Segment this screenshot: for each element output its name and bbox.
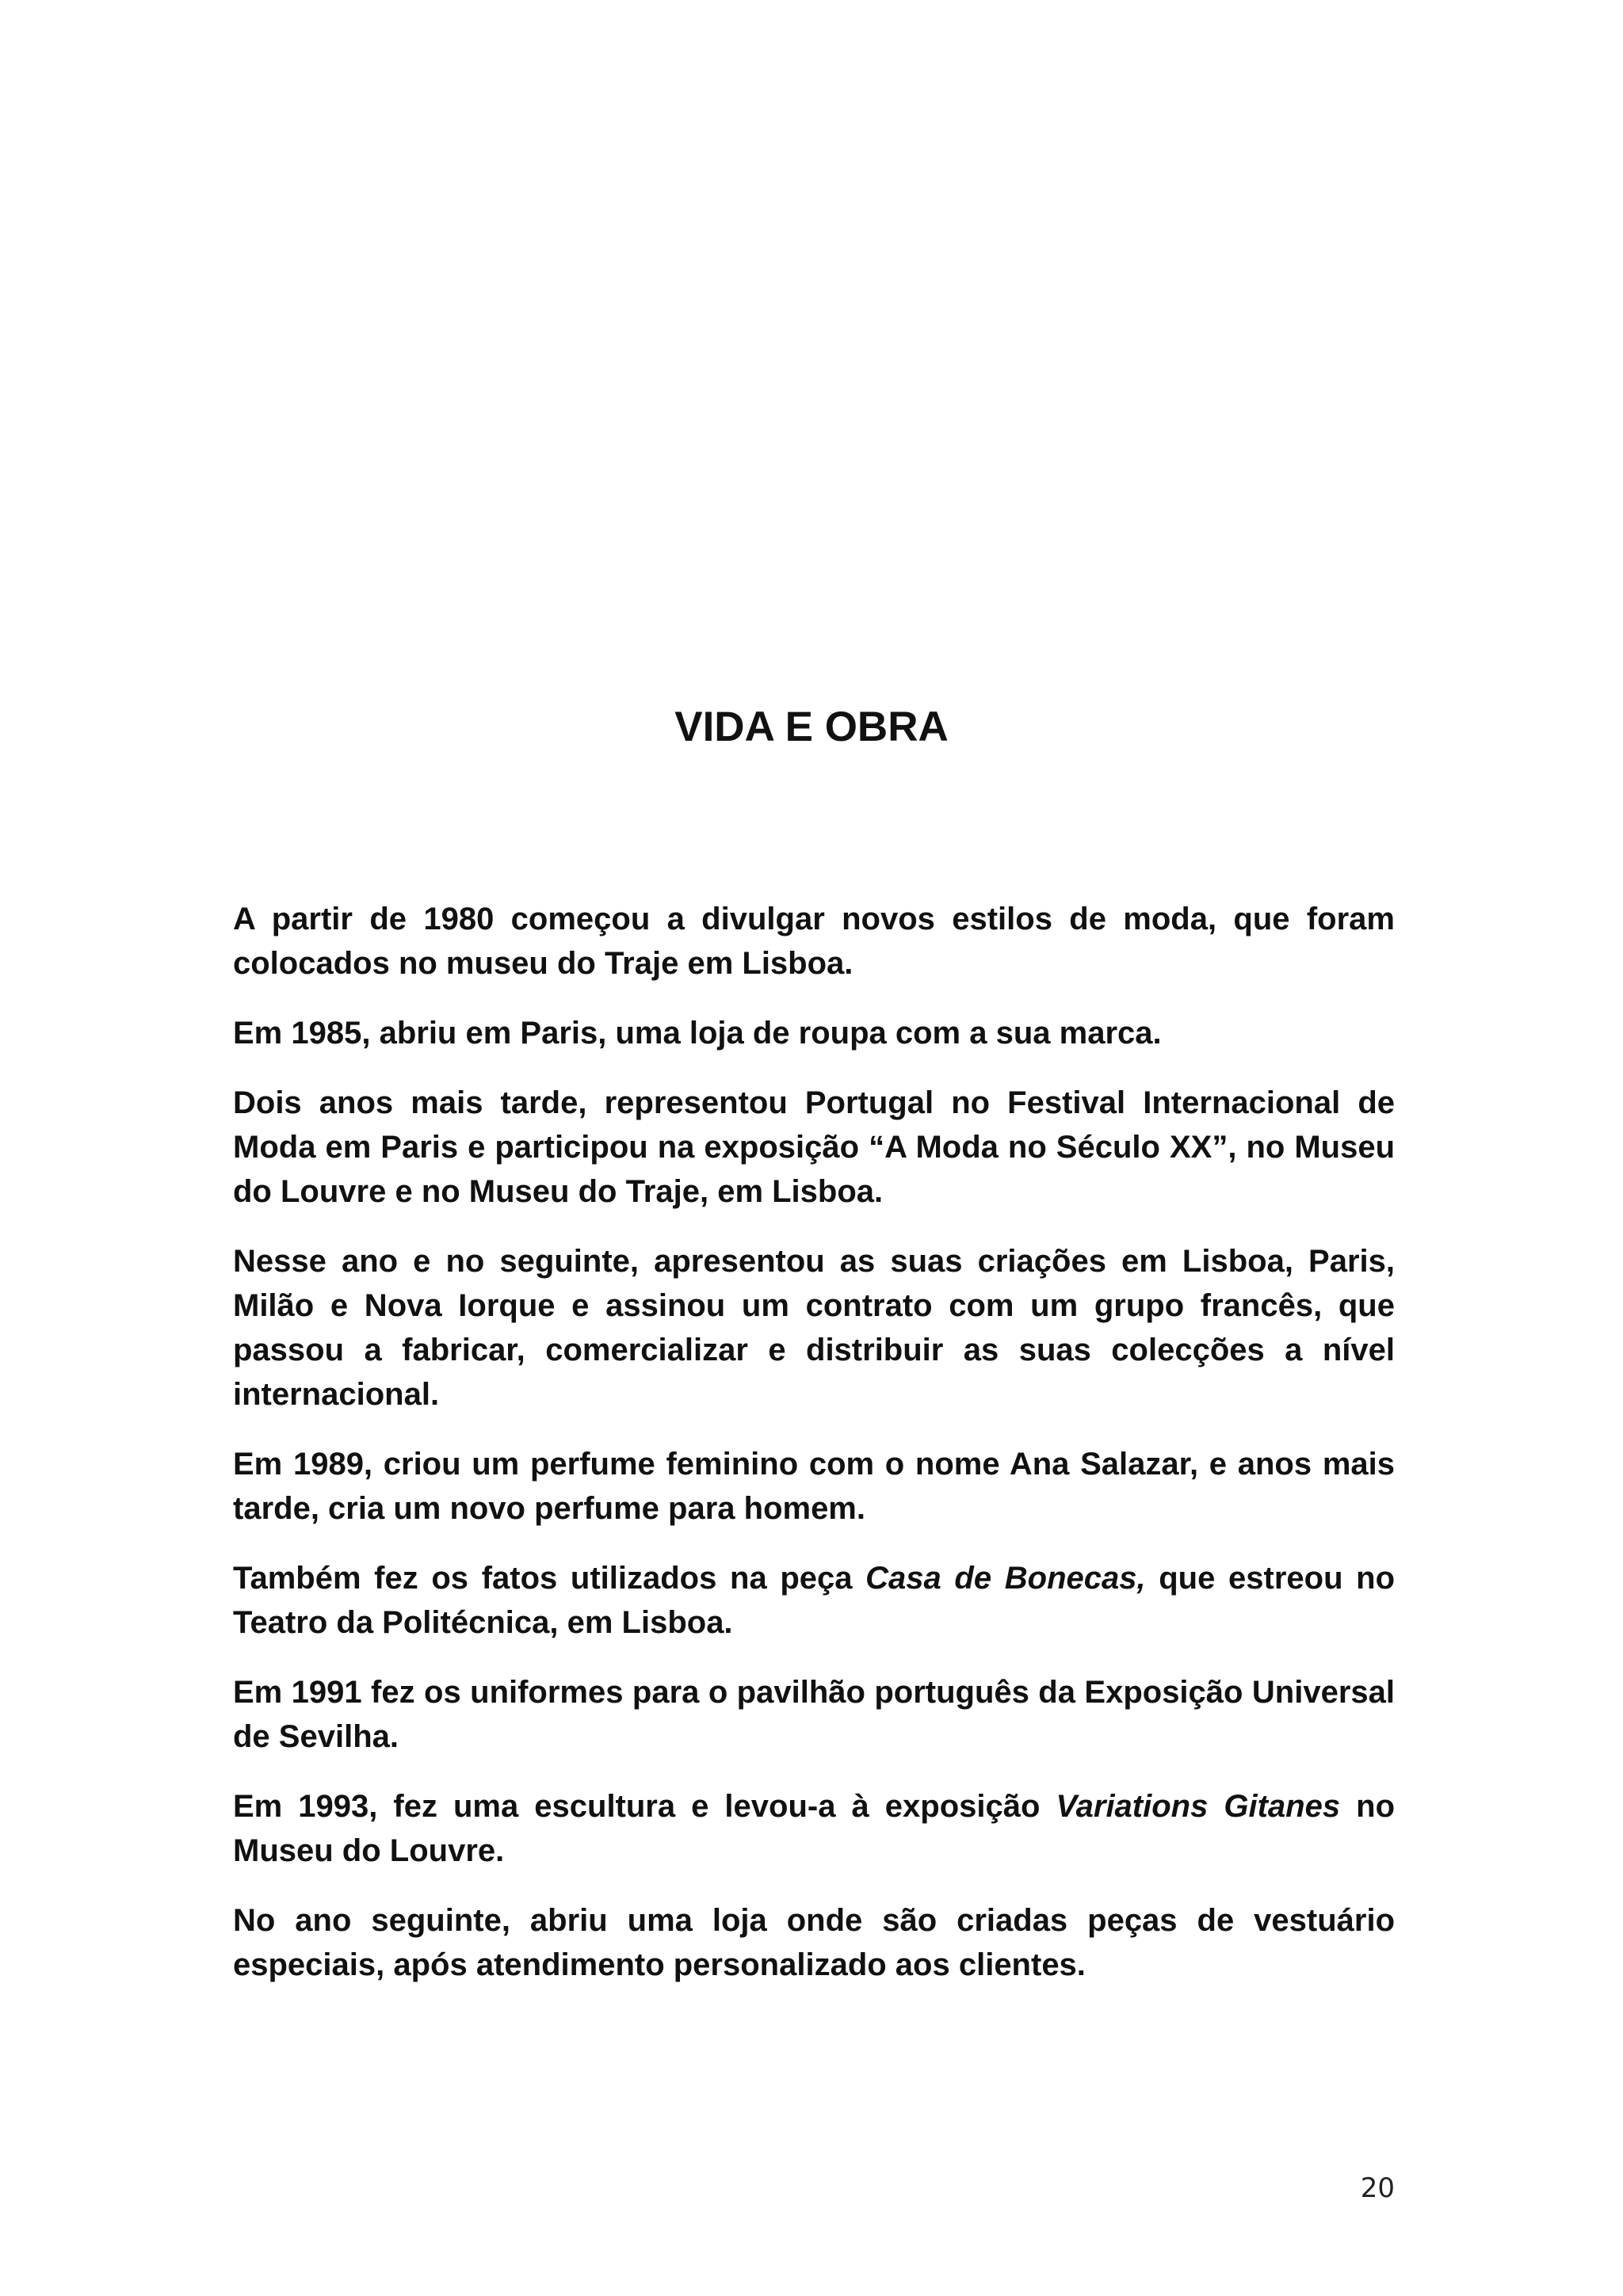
page-number: 20 [1360,2172,1395,2204]
paragraph-text: Em 1993, fez uma escultura e levou-a à exposição [233,1789,1056,1824]
paragraph [233,1442,1395,1531]
paragraph [233,1011,1395,1055]
paragraph-text: A partir de 1980 começou a divulgar novos estilos de moda, que foram colocados no museu do Traje em Lisboa. [233,902,1395,981]
page-title: VIDA E OBRA [674,704,949,750]
paragraph [233,1239,1395,1417]
paragraph-text: que estreou no Teatro da Politécnica, em Lisboa. [233,1561,1396,1640]
paragraph [233,1556,1395,1645]
paragraph [233,1081,1395,1214]
paragraph-text: Nesse ano e no seguinte, apresentou as suas criações em Lisboa, Paris, Milão e Nova Iorque e assinou um contrato com um grupo francês, que passou a fabricar, comercializar e distribuir as suas colecções a nível internacional. [233,1244,1395,1412]
paragraph-text: Também fez os fatos utilizados na peça [233,1561,866,1596]
play-title: Casa de Bonecas, [865,1561,1146,1596]
paragraph-text: Em 1985, abriu em Paris, uma loja de roupa com a sua marca. [233,1016,1162,1051]
paragraph [233,1670,1395,1759]
paragraph [233,1898,1395,1987]
paragraph-text: no Museu do Louvre. [233,1789,1396,1868]
body-text [233,897,1395,2012]
paragraph-text: No ano seguinte, abriu uma loja onde são criadas peças de vestuário especiais, após atendimento personalizado aos clientes. [233,1903,1395,1982]
paragraph-text: Dois anos mais tarde, representou Portugal no Festival Internacional de Moda em Paris e participou na exposição “A Moda no Século XX”, no Museu do Louvre e no Museu do Traje, em Lisboa. [233,1085,1395,1209]
paragraph [233,897,1395,986]
paragraph-text: Em 1991 fez os uniformes para o pavilhão português da Exposição Universal de Sevilha. [233,1675,1395,1754]
exhibition-title: Variations Gitanes [1056,1789,1341,1824]
paragraph [233,1784,1395,1873]
paragraph-text: Em 1989, criou um perfume feminino com o nome Ana Salazar, e anos mais tarde, cria um novo perfume para homem. [233,1447,1395,1526]
